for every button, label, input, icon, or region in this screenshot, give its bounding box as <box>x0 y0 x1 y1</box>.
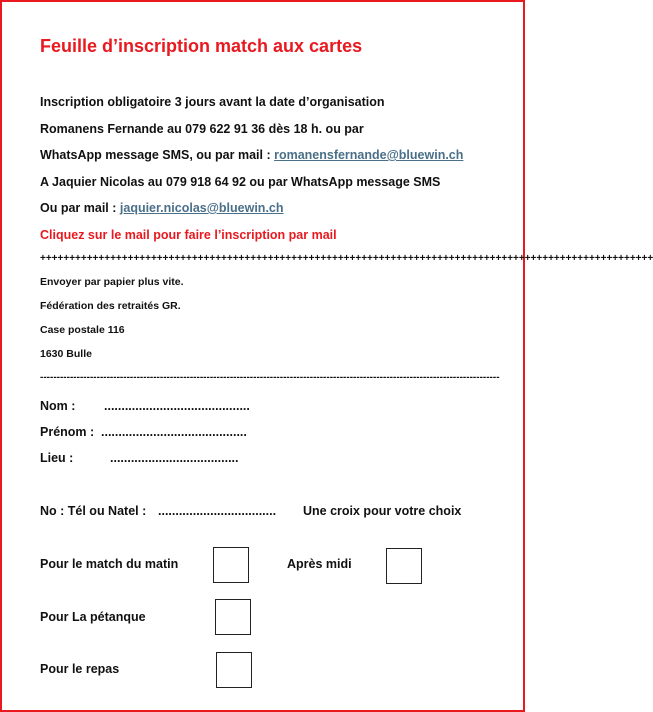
info-line-contact-nicolas: A Jaquier Nicolas au 079 918 64 92 ou par WhatsApp message SMS <box>40 175 441 189</box>
info-line-contact-fernande: Romanens Fernande au 079 622 91 36 dès 18 h. ou par <box>40 122 364 136</box>
postal-line-case: Case postale 116 <box>40 324 125 336</box>
separator-dash: ------------------------------------------------------------------------------------------------------------------------------------------ <box>40 372 500 383</box>
checkbox-repas[interactable] <box>216 652 252 688</box>
info-line-whatsapp-text: WhatsApp message SMS, ou par mail : <box>40 148 275 162</box>
nom-field[interactable]: .......................................... <box>104 399 250 413</box>
separator-plus: +++++++++++++++++++++++++++++++++++++++++++++++++++++++++++++++++++++++++++++++++++++++++++++++++++++++++ <box>40 253 653 264</box>
option-matin-label: Pour le match du matin <box>40 557 179 571</box>
postal-line-federation: Fédération des retraités GR. <box>40 300 181 312</box>
info-line-mail-text: Ou par mail : <box>40 201 120 215</box>
postal-line-paper: Envoyer par papier plus vite. <box>40 276 184 288</box>
tel-label: No : Tél ou Natel : <box>40 504 147 518</box>
option-repas-label: Pour le repas <box>40 662 120 676</box>
lieu-label: Lieu : <box>40 451 74 465</box>
postal-line-city: 1630 Bulle <box>40 348 92 360</box>
checkbox-matin[interactable] <box>213 547 249 583</box>
lieu-field[interactable]: ..................................... <box>110 451 239 465</box>
tel-field[interactable]: .................................. <box>158 504 277 518</box>
option-petanque-label: Pour La pétanque <box>40 610 146 624</box>
prenom-field[interactable]: .......................................... <box>101 425 247 439</box>
checkbox-apres-midi[interactable] <box>386 548 422 584</box>
info-line-click-mail: Cliquez sur le mail pour faire l’inscription par mail <box>40 228 337 242</box>
choice-hint: Une croix pour votre choix <box>303 504 462 518</box>
prenom-label: Prénom : <box>40 425 95 439</box>
info-line-whatsapp-mail <box>40 148 463 162</box>
nom-label: Nom : <box>40 399 76 413</box>
email-link-fernande[interactable]: romanensfernande@bluewin.ch <box>274 148 464 162</box>
email-link-nicolas[interactable]: jaquier.nicolas@bluewin.ch <box>119 201 284 215</box>
page-title: Feuille d’inscription match aux cartes <box>40 36 363 56</box>
info-line-deadline: Inscription obligatoire 3 jours avant la date d’organisation <box>40 95 385 109</box>
checkbox-petanque[interactable] <box>215 599 251 635</box>
info-line-mail-nicolas <box>40 201 284 215</box>
option-apres-midi-label: Après midi <box>287 557 352 571</box>
